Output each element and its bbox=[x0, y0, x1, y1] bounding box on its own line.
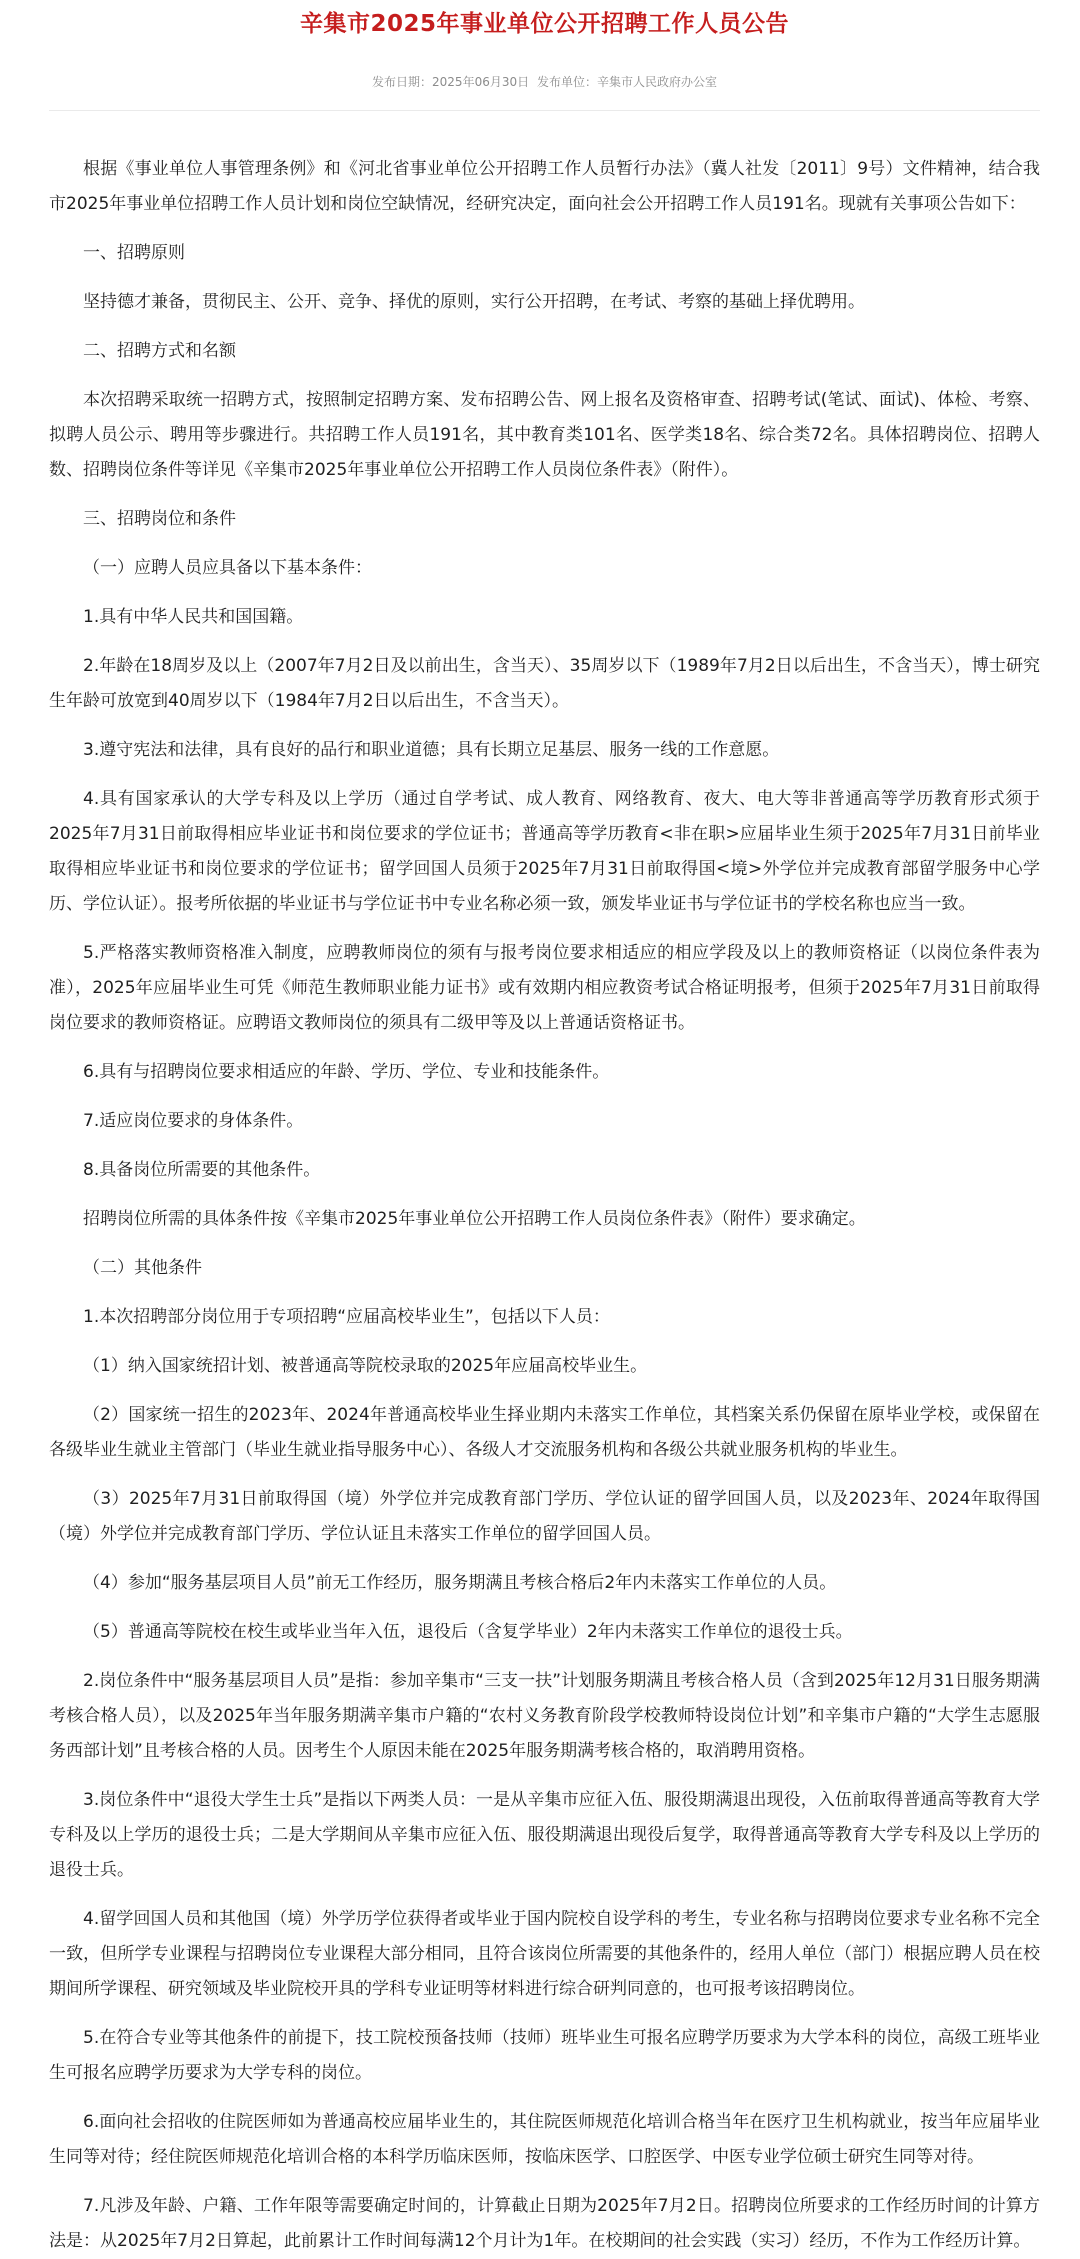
condition-item: 6.面向社会招收的住院医师如为普通高校应届毕业生的，其住院医师规范化培训合格当年在医疗卫生机构就业，按当年应届毕业生同等对待；经住院医师规范化培训合格的本科学历临床医师，按临床医学、口腔医学、中医专业学位硕士研究生同等对待。 bbox=[49, 2112, 1040, 2167]
section-heading-principles: 一、招聘原则 bbox=[83, 243, 185, 263]
condition-subitem: （1）纳入国家统招计划、被普通高等院校录取的2025年应届高校毕业生。 bbox=[83, 1356, 648, 1376]
condition-subitem: （5）普通高等院校在校生或毕业当年入伍，退役后（含复学毕业）2年内未落实工作单位的退役士兵。 bbox=[83, 1622, 853, 1642]
condition-item: 1.本次招聘部分岗位用于专项招聘“应届高校毕业生”，包括以下人员： bbox=[83, 1307, 610, 1327]
condition-item: 7.适应岗位要求的身体条件。 bbox=[83, 1111, 304, 1131]
header-divider bbox=[49, 110, 1040, 111]
publish-date: 发布日期：2025年06月30日 bbox=[372, 75, 530, 89]
condition-subitem: （3）2025年7月31日前取得国（境）外学位并完成教育部门学历、学位认证的留学回国人员，以及2023年、2024年取得国（境）外学位并完成教育部门学历、学位认证且未落实工作单位的留学回国人员。 bbox=[49, 1489, 1040, 1544]
condition-item: 5.在符合专业等其他条件的前提下，技工院校预备技师（技师）班毕业生可报名应聘学历要求为大学本科的岗位，高级工班毕业生可报名应聘学历要求为大学专科的岗位。 bbox=[49, 2028, 1040, 2083]
subsection-heading-basic: （一）应聘人员应具备以下基本条件： bbox=[83, 558, 372, 578]
article-title: 辛集市2025年事业单位公开招聘工作人员公告 bbox=[299, 11, 789, 37]
section-heading-method: 二、招聘方式和名额 bbox=[83, 341, 236, 361]
condition-item: 2.年龄在18周岁及以上（2007年7月2日及以前出生，含当天）、35周岁以下（1989年7月2日以后出生，不含当天），博士研究生年龄可放宽到40周岁以下（1984年7月2日以后出生，不含当天）。 bbox=[49, 656, 1040, 711]
condition-item: 5.严格落实教师资格准入制度，应聘教师岗位的须有与报考岗位要求相适应的相应学段及以上的教师资格证（以岗位条件表为准），2025年应届毕业生可凭《师范生教师职业能力证书》或有效期内相应教资考试合格证明报考，但须于2025年7月31日前取得岗位要求的教师资格证。应聘语文教师岗位的须具有二级甲等及以上普通话资格证书。 bbox=[49, 943, 1040, 1033]
condition-item: 3.岗位条件中“退役大学生士兵”是指以下两类人员：一是从辛集市应征入伍、服役期满退出现役，入伍前取得普通高等教育大学专科及以上学历的退役士兵；二是大学期间从辛集市应征入伍、服役期满退出现役后复学，取得普通高等教育大学专科及以上学历的退役士兵。 bbox=[49, 1790, 1040, 1880]
subsection-heading-other: （二）其他条件 bbox=[83, 1258, 202, 1278]
condition-item: 3.遵守宪法和法律，具有良好的品行和职业道德；具有长期立足基层、服务一线的工作意愿。 bbox=[83, 740, 780, 760]
condition-item: 4.留学回国人员和其他国（境）外学历学位获得者或毕业于国内院校自设学科的考生，专业名称与招聘岗位要求专业名称不完全一致，但所学专业课程与招聘岗位专业课程大部分相同，且符合该岗位所需要的其他条件的，经用人单位（部门）根据应聘人员在校期间所学课程、研究领域及毕业院校开具的学科专业证明等材料进行综合研判同意的，也可报考该招聘岗位。 bbox=[49, 1909, 1040, 1999]
condition-item: 4.具有国家承认的大学专科及以上学历（通过自学考试、成人教育、网络教育、夜大、电大等非普通高等学历教育形式须于2025年7月31日前取得相应毕业证书和岗位要求的学位证书；普通高等学历教育<非在职>应届毕业生须于2025年7月31日前毕业取得相应毕业证书和岗位要求的学位证书；留学回国人员须于2025年7月31日前取得国<境>外学位并完成教育部留学服务中心学历、学位认证）。报考所依据的毕业证书与学位证书中专业名称必须一致，颁发毕业证书与学位证书的学校名称也应当一致。 bbox=[49, 789, 1040, 914]
publisher: 发布单位：辛集市人民政府办公室 bbox=[536, 75, 717, 89]
condition-subitem: （4）参加“服务基层项目人员”前无工作经历，服务期满且考核合格后2年内未落实工作单位的人员。 bbox=[83, 1573, 837, 1593]
condition-item: 1.具有中华人民共和国国籍。 bbox=[83, 607, 304, 627]
condition-item: 6.具有与招聘岗位要求相适应的年龄、学历、学位、专业和技能条件。 bbox=[83, 1062, 610, 1082]
article-meta bbox=[49, 72, 1040, 92]
condition-item: 8.具备岗位所需要的其他条件。 bbox=[83, 1160, 321, 1180]
body-paragraph: 招聘岗位所需的具体条件按《辛集市2025年事业单位公开招聘工作人员岗位条件表》（附件）要求确定。 bbox=[83, 1209, 866, 1229]
intro-paragraph: 根据《事业单位人事管理条例》和《河北省事业单位公开招聘工作人员暂行办法》（冀人社发〔2011〕9号）文件精神，结合我市2025年事业单位招聘工作人员计划和岗位空缺情况，经研究决定，面向社会公开招聘工作人员191名。现就有关事项公告如下： bbox=[49, 159, 1040, 214]
body-paragraph: 坚持德才兼备，贯彻民主、公开、竞争、择优的原则，实行公开招聘，在考试、考察的基础上择优聘用。 bbox=[83, 292, 865, 312]
condition-subitem: （2）国家统一招生的2023年、2024年普通高校毕业生择业期内未落实工作单位，其档案关系仍保留在原毕业学校，或保留在各级毕业生就业主管部门（毕业生就业指导服务中心）、各级人才交流服务机构和各级公共就业服务机构的毕业生。 bbox=[49, 1405, 1040, 1460]
condition-item: 7.凡涉及年龄、户籍、工作年限等需要确定时间的，计算截止日期为2025年7月2日。招聘岗位所要求的工作经历时间的计算方法是：从2025年7月2日算起，此前累计工作时间每满12个月计为1年。在校期间的社会实践（实习）经历，不作为工作经历计算。 bbox=[49, 2196, 1040, 2251]
condition-item: 2.岗位条件中“服务基层项目人员”是指：参加辛集市“三支一扶”计划服务期满且考核合格人员（含到2025年12月31日服务期满考核合格人员），以及2025年当年服务期满辛集市户籍的“农村义务教育阶段学校教师特设岗位计划”和辛集市户籍的“大学生志愿服务西部计划”且考核合格的人员。因考生个人原因未能在2025年服务期满考核合格的，取消聘用资格。 bbox=[49, 1671, 1040, 1761]
section-heading-positions: 三、招聘岗位和条件 bbox=[83, 509, 236, 529]
body-paragraph: 本次招聘采取统一招聘方式，按照制定招聘方案、发布招聘公告、网上报名及资格审查、招聘考试(笔试、面试)、体检、考察、拟聘人员公示、聘用等步骤进行。共招聘工作人员191名，其中教育类101名、医学类18名、综合类72名。具体招聘岗位、招聘人数、招聘岗位条件等详见《辛集市2025年事业单位公开招聘工作人员岗位条件表》（附件）。 bbox=[49, 390, 1040, 480]
article-body bbox=[49, 152, 1040, 2259]
